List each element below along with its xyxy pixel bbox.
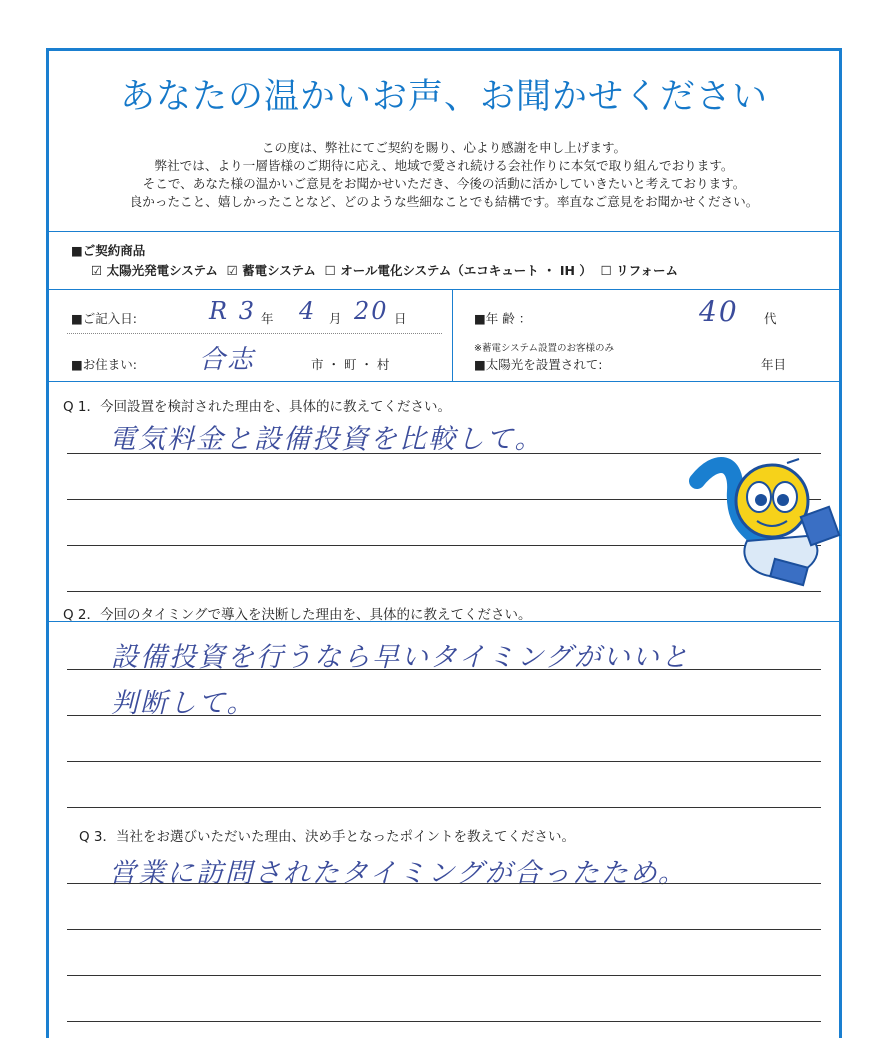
checkbox-reform[interactable]: ☐ [600,263,612,278]
answer-2-line-1: 設備投資を行うなら早いタイミングがいいと [111,642,690,673]
intro-line: 弊社では、より一層皆様のご期待に応え、地域で愛され続ける会社作りに本気で取り組んでおります。 [154,158,734,173]
answer-rule [67,883,821,884]
day-unit: 日 [394,311,407,326]
option-storage: 蓄電システム [242,263,316,278]
answer-2-line-2: 判断して。 [111,688,256,719]
answer-rule [67,807,821,808]
storage-note: ※蓄電システム設置のお客様のみ [474,343,615,354]
address-label: ■お住まい: [71,357,138,372]
month-unit: 月 [329,311,342,326]
date-era: R 3 [209,297,256,325]
intro-line: 良かったこと、嬉しかったことなど、どのような些細なことでも結構です。率直なご意見をお聞かせください。 [129,194,759,209]
age-value: 40 [699,295,739,328]
question-1: Q 1．今回設置を検討された理由を、具体的に教えてください。 [63,399,452,415]
answer-1-line-1: 電気料金と設備投資を比較して。 [109,424,544,455]
option-all-electric: オール電化システム（エコキュート ・ IH ） [340,263,592,278]
question-3: Q 3．当社をお選びいただいた理由、決め手となったポイントを教えてください。 [79,829,576,845]
divider [49,231,839,232]
date-month: 4 [299,297,317,325]
divider [49,289,839,290]
checkbox-solar[interactable]: ☑ [91,263,103,278]
age-label: ■年 齢 ： [474,311,532,326]
answer-3-line-1: 営業に訪問されたタイミングが合ったため。 [109,858,687,889]
address-value: 合志 [199,345,256,375]
option-solar: 太陽光発電システム [106,263,218,278]
dotted-divider [67,333,442,334]
intro-text [49,139,839,211]
answer-rule [67,761,821,762]
year-unit: 年 [261,311,274,326]
divider [49,381,839,382]
mascot-icon [677,451,841,601]
product-label: ■ご契約商品 [71,243,146,258]
answer-rule [67,929,821,930]
intro-line: そこで、あなた様の温かいご意見をお聞かせいただき、今後の活動に活かしていきたいと考えております。 [142,176,746,191]
answer-rule [67,715,821,716]
answer-rule [67,975,821,976]
date-label: ■ご記入日: [71,311,138,326]
question-2: Q 2．今回のタイミングで導入を決断した理由を、具体的に教えてください。 [63,607,532,623]
age-unit: 代 [764,311,777,326]
page-title: あなたの温かいお声、お聞かせください [119,77,768,117]
product-options [91,261,678,279]
solar-years-unit: 年目 [761,357,787,372]
divider-vertical [452,289,453,381]
intro-line: この度は、弊社にてご契約を賜り、心より感謝を申し上げます。 [261,140,627,155]
survey-form [46,48,842,1038]
date-day: 20 [354,297,389,325]
solar-years-label: ■太陽光を設置されて: [474,357,603,372]
address-units: 市 ・ 町 ・ 村 [311,357,390,372]
answer-rule [67,669,821,670]
answer-rule [67,1021,821,1022]
option-reform: リフォーム [616,263,679,278]
checkbox-all-electric[interactable]: ☐ [324,263,336,278]
checkbox-storage[interactable]: ☑ [226,263,238,278]
